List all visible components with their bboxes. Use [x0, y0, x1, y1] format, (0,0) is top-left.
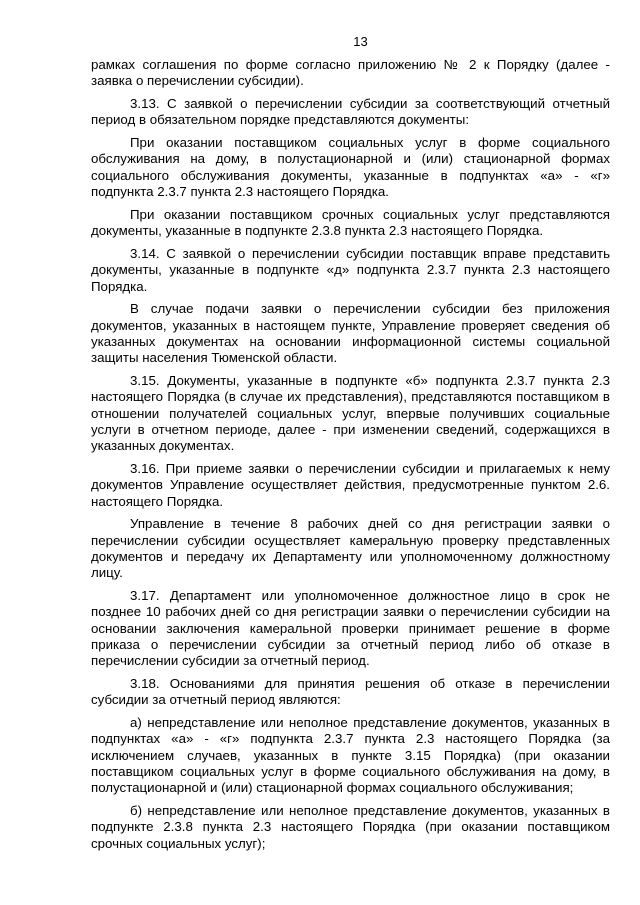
list-item-a: а) непредставление или неполное представление документов, указанных в подпунктах «а» - «г» подпункта 2.3.7 пункта 2.3 настоящего Порядка (за исключением случаев, указанных в пункте 3.15 Порядка) (при оказании поставщиком социальных услуг в форме социального обслуживания на дому, в полустационарной и (или) стационарной формах социального обслуживания; — [91, 715, 610, 796]
paragraph: При оказании поставщиком срочных социальных услуг представляются документы, указанные в подпункте 2.3.8 пункта 2.3 настоящего Порядка. — [91, 206, 610, 239]
paragraph-3-18: 3.18. Основаниями для принятия решения об отказе в перечислении субсидии за отчетный период являются: — [91, 676, 610, 708]
paragraph: В случае подачи заявки о перечислении субсидии без приложения документов, указанных в настоящем пункте, Управление проверяет сведения об указанных документах на основании информационной системы социальной защиты населения Тюменской области. — [91, 301, 610, 366]
paragraph: Управление в течение 8 рабочих дней со дня регистрации заявки о перечислении субсидии осуществляет камеральную проверку представленных документов и передачу их Департаменту или уполномоченному должностному лицу. — [91, 516, 610, 581]
paragraph-3-17: 3.17. Департамент или уполномоченное должностное лицо в срок не позднее 10 рабочих дней со дня регистрации заявки о перечислении субсидии на основании заключения камеральной проверки принимает решение в форме приказа о перечислении субсидии за отчетный период либо об отказе в перечислении субсидии за отчетный период. — [91, 588, 610, 669]
page-number: 13 — [353, 34, 368, 49]
paragraph-3-13: 3.13. С заявкой о перечислении субсидии за соответствующий отчетный период в обязательном порядке представляются документы: — [91, 96, 610, 128]
paragraph-3-14: 3.14. С заявкой о перечислении субсидии поставщик вправе представить документы, указанные в подпункте «д» подпункта 2.3.7 пункта 2.3 настоящего Порядка. — [91, 245, 610, 294]
paragraph-3-15: 3.15. Документы, указанные в подпункте «б» подпункта 2.3.7 пункта 2.3 настоящего Порядка (в случае их представления), представляются поставщиком в отношении получателей социальных услуг, впервые получивших социальные услуги в отчетном периоде, далее - при изменении сведений, содержащихся в указанных документах. — [91, 373, 610, 454]
list-item-b: б) непредставление или неполное представление документов, указанных в подпункте 2.3.8 пункта 2.3 настоящего Порядка (при оказании поставщиком срочных социальных услуг); — [91, 803, 610, 851]
paragraph: рамках соглашения по форме согласно приложению № 2 к Порядку (далее - заявка о перечислении субсидии). — [91, 57, 610, 89]
paragraph-3-16: 3.16. При приеме заявки о перечислении субсидии и прилагаемых к нему документов Управление осуществляет действия, предусмотренные пунктом 2.6. настоящего Порядка. — [91, 461, 610, 509]
document-body — [91, 57, 610, 852]
paragraph: При оказании поставщиком социальных услуг в форме социального обслуживания на дому, в полустационарной и (или) стационарной формах социального обслуживания документы, указанные в подпунктах «а» - «г» подпункта 2.3.7 пункта 2.3 настоящего Порядка. — [91, 135, 610, 200]
